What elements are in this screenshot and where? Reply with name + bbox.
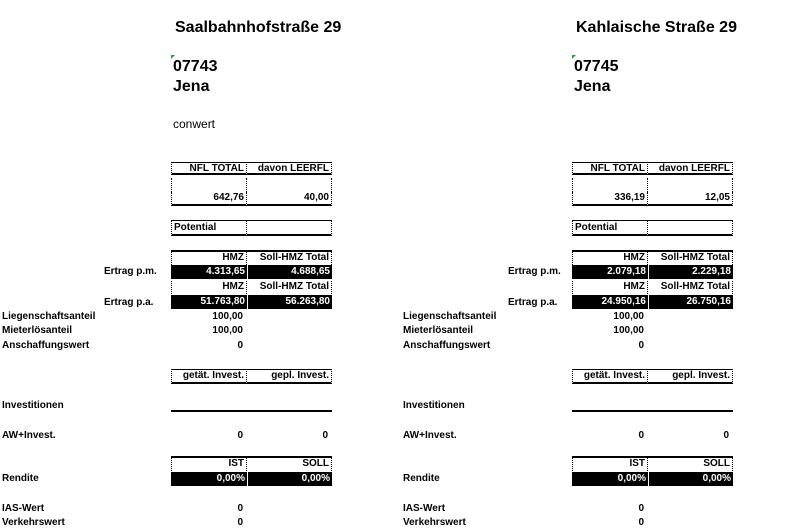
ertrag-pm-hmz[interactable]: 4.313,65	[171, 265, 247, 279]
nfl-total-value[interactable]: 336,19	[572, 192, 648, 206]
gepl-invest-header: gepl. Invest.	[648, 369, 733, 384]
verkehr-value[interactable]: 0	[638, 517, 644, 528]
soll-hmz-header: Soll-HMZ Total	[648, 252, 733, 265]
mieterloes-value[interactable]: 100,00	[613, 325, 644, 336]
property-city: Jena	[574, 78, 611, 95]
investitionen-rule	[171, 410, 332, 412]
soll-hmz-header: Soll-HMZ Total	[247, 252, 332, 265]
potential-label: Potential	[171, 220, 247, 236]
aw-invest-label: AW+Invest.	[403, 430, 457, 441]
potential-value[interactable]	[648, 220, 733, 236]
potential-value[interactable]	[247, 220, 332, 236]
davon-leerfl-header: davon LEERFL	[247, 162, 332, 175]
property-block-2	[401, 0, 802, 531]
leerfl-spacer	[648, 178, 733, 192]
getaet-invest-header: getät. Invest.	[572, 369, 648, 384]
potential-label: Potential	[572, 220, 648, 236]
davon-leerfl-value[interactable]: 40,00	[247, 192, 332, 206]
aw-invest-value-2[interactable]: 0	[322, 430, 328, 441]
davon-leerfl-header: davon LEERFL	[648, 162, 733, 175]
soll-hmz-header-2: Soll-HMZ Total	[247, 281, 332, 294]
soll-header: SOLL	[247, 458, 332, 471]
ertrag-pm-hmz[interactable]: 2.079,18	[572, 265, 648, 279]
gepl-invest-header: gepl. Invest.	[247, 369, 332, 384]
investitionen-label: Investitionen	[2, 400, 64, 411]
ist-header: IST	[572, 458, 648, 471]
rendite-label: Rendite	[403, 473, 440, 484]
liegenschaft-value[interactable]: 100,00	[212, 311, 243, 322]
nfl-total-header: NFL TOTAL	[572, 162, 648, 175]
hmz-header-2: HMZ	[171, 281, 247, 294]
ias-label: IAS-Wert	[2, 503, 45, 514]
rendite-ist[interactable]: 0,00%	[171, 472, 247, 486]
property-zip: 07743	[173, 58, 218, 75]
soll-hmz-header-2: Soll-HMZ Total	[648, 281, 733, 294]
mieterloes-label: Mieterlösanteil	[403, 325, 474, 336]
rendite-soll[interactable]: 0,00%	[248, 472, 332, 486]
property-company: conwert	[173, 117, 216, 131]
liegenschaft-label: Liegenschaftsanteil	[2, 311, 96, 322]
anschaffung-label: Anschaffungswert	[403, 340, 491, 351]
nfl-spacer	[171, 178, 247, 192]
ertrag-pa-soll[interactable]: 56.263,80	[248, 295, 332, 309]
nfl-spacer	[572, 178, 648, 192]
investitionen-rule	[572, 410, 733, 412]
rendite-label: Rendite	[2, 473, 39, 484]
ertrag-pm-soll[interactable]: 2.229,18	[649, 265, 733, 279]
anschaffung-value[interactable]: 0	[237, 340, 243, 351]
property-zip: 07745	[574, 58, 619, 75]
property-street: Kahlaische Straße 29	[576, 19, 737, 36]
verkehr-label: Verkehrswert	[2, 517, 65, 528]
mieterloes-value[interactable]: 100,00	[212, 325, 243, 336]
aw-invest-value-1[interactable]: 0	[237, 430, 243, 441]
ertrag-pa-label: Ertrag p.a.	[104, 297, 154, 308]
anschaffung-label: Anschaffungswert	[2, 340, 90, 351]
rendite-ist[interactable]: 0,00%	[572, 472, 648, 486]
ertrag-pm-soll[interactable]: 4.688,65	[248, 265, 332, 279]
ias-label: IAS-Wert	[403, 503, 446, 514]
soll-header: SOLL	[648, 458, 733, 471]
ertrag-pm-label: Ertrag p.m.	[508, 266, 561, 277]
verkehr-label: Verkehrswert	[403, 517, 466, 528]
davon-leerfl-value[interactable]: 12,05	[648, 192, 733, 206]
ertrag-pa-label: Ertrag p.a.	[508, 297, 558, 308]
aw-invest-label: AW+Invest.	[2, 430, 56, 441]
hmz-header: HMZ	[572, 252, 648, 265]
nfl-total-value[interactable]: 642,76	[171, 192, 247, 206]
ertrag-pa-hmz[interactable]: 51.763,80	[171, 295, 247, 309]
rendite-soll[interactable]: 0,00%	[649, 472, 733, 486]
ertrag-pm-label: Ertrag p.m.	[104, 266, 157, 277]
liegenschaft-label: Liegenschaftsanteil	[403, 311, 497, 322]
property-street: Saalbahnhofstraße 29	[175, 19, 342, 36]
ertrag-pa-hmz[interactable]: 24.950,16	[572, 295, 648, 309]
ias-value[interactable]: 0	[237, 503, 243, 514]
getaet-invest-header: getät. Invest.	[171, 369, 247, 384]
aw-invest-value-2[interactable]: 0	[723, 430, 729, 441]
ias-value[interactable]: 0	[638, 503, 644, 514]
hmz-header: HMZ	[171, 252, 247, 265]
ist-header: IST	[171, 458, 247, 471]
investitionen-label: Investitionen	[403, 400, 465, 411]
anschaffung-value[interactable]: 0	[638, 340, 644, 351]
verkehr-value[interactable]: 0	[237, 517, 243, 528]
ertrag-pa-soll[interactable]: 26.750,16	[649, 295, 733, 309]
nfl-total-header: NFL TOTAL	[171, 162, 247, 175]
hmz-header-2: HMZ	[572, 281, 648, 294]
leerfl-spacer	[247, 178, 332, 192]
mieterloes-label: Mieterlösanteil	[2, 325, 73, 336]
aw-invest-value-1[interactable]: 0	[638, 430, 644, 441]
liegenschaft-value[interactable]: 100,00	[613, 311, 644, 322]
property-city: Jena	[173, 78, 210, 95]
